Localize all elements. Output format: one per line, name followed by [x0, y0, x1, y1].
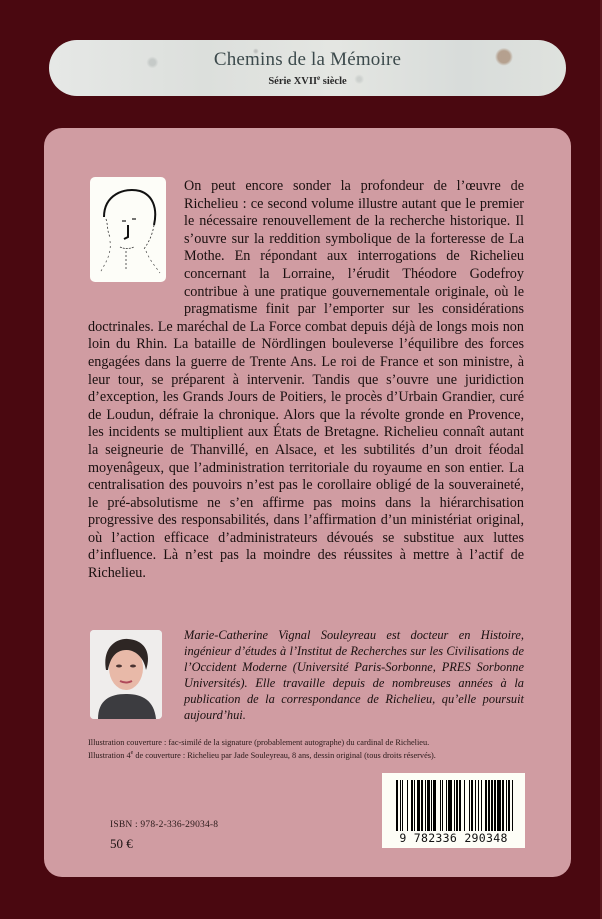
back-illustration-credit: Illustration 4e de couverture : Richelieu par Jade Souleyreau, 8 ans, dessin original (tous droits réservés). [88, 750, 436, 760]
series-title: Chemins de la Mémoire [213, 49, 402, 70]
barcode-bar [512, 780, 513, 832]
isbn-barcode [382, 773, 525, 848]
cover-illustration-credit: Illustration couverture : fac-similé de la signature (probablement autographe) du cardinal de Richelieu. [88, 738, 430, 747]
series-header-band [49, 40, 566, 96]
author-bio: Marie-Catherine Vignal Souleyreau est docteur en Histoire, ingénieur d’études à l’Institut de Recherches sur les Civilisations de l’Occident Moderne (Université Paris-Sorbonne, PRES Sorbonne Universités). Elle travaille depuis de nombreuses années à la publication de la correspondance de Richelieu, qu’elle poursuit aujourd’hui. [184, 628, 524, 723]
author-photo [90, 630, 162, 719]
back-cover-panel [44, 128, 571, 877]
synopsis-text: On peut encore sonder la profondeur de l’œuvre de Richelieu : ce second volume illustre autant que le premier le nécessaire renouvellement de la recherche historique. Il s’ouvre sur la reddition symbolique de la forteresse de La Mothe. En répondant aux interrogations de Richelieu concernant la Lorraine, l’érudit Théodore Godefroy contribue à une pratique gouvernementale originale, où le pragmatisme finit par l’emporter sur les considérations doctrinales. Le maréchal de La Force combat depuis déjà de longs mois non loin du Rhin. La bataille de Nördlingen bouleverse l’équilibre des forces engagées dans la guerre de Trente Ans. Le roi de France et son ministre, à leur tour, se préparent à intervenir. Tandis que s’ouvre une juridiction d’exception, les Grands Jours de Poitiers, le procès d’Urbain Grandier, curé de Loudun, défraie la chronique. Alors que la révolte gronde en Provence, les incidents se multiplient aux États de Bretagne. Richelieu connaît autant la seigneurie de Thanvillé, en Alsace, et les subtilités d’un droit féodal moyenâgeux, que l’administration territoriale du royaume en son entier. La centralisation des pouvoirs n’est pas le corollaire obligé de la souveraineté, le pré-absolutisme ne s’en affirme pas moins dans la hiérarchisation progressive des responsabilités, dans l’affirmation d’un ministériat original, où l’action efficace d’administrateurs dévoués se substitue aux luttes d’influence. Là n’est pas la moindre des réussites à mettre à l’actif de Richelieu. [88, 178, 524, 582]
price-label: 50 € [110, 836, 133, 851]
barcode-digits: 9 782336 290348 [384, 831, 523, 845]
isbn-label: ISBN : 978-2-336-29034-8 [110, 820, 219, 830]
illustration-credits [88, 737, 524, 761]
series-subtitle: Série XVIIe siècle [268, 74, 347, 87]
author-portrait-icon [90, 630, 162, 719]
barcode-bars [396, 780, 514, 832]
